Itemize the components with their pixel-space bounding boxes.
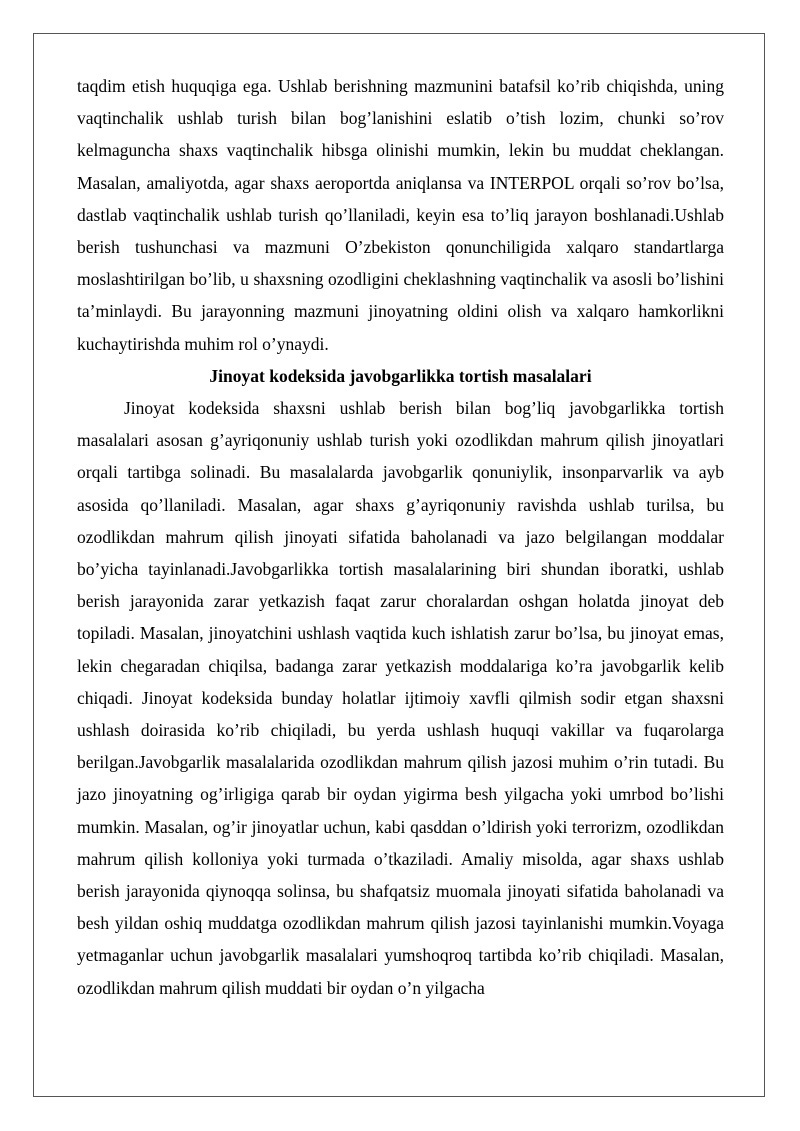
document-body — [77, 70, 724, 1004]
body-paragraph: taqdim etish huquqiga ega. Ushlab berishning mazmunini batafsil ko’rib chiqishda, uning vaqtinchalik ushlab turish bilan bog’lanishini eslatib o’tish lozim, chunki so’rov kelmaguncha shaxs vaqtinchalik hibsga olinishi mumkin, lekin bu muddat cheklangan. Masalan, amaliyotda, agar shaxs aeroportda aniqlansa va INTERPOL orqali so’rov bo’lsa, dastlab vaqtinchalik ushlab turish qo’llaniladi, keyin esa to’liq jarayon boshlanadi.Ushlab berish tushunchasi va mazmuni O’zbekiston qonunchiligida xalqaro standartlarga moslashtirilgan bo’lib, u shaxsning ozodligini cheklashning vaqtinchalik va asosli bo’lishini ta’minlaydi. Bu jarayonning mazmuni jinoyatning oldini olish va xalqaro hamkorlikni kuchaytirishda muhim rol o’ynaydi. — [77, 76, 724, 354]
body-paragraph: Jinoyat kodeksida shaxsni ushlab berish bilan bog’liq javobgarlikka tortish masalalari asosan g’ayriqonuniy ushlab turish yoki ozodlikdan mahrum qilish jinoyatlari orqali tartibga solinadi. Bu masalalarda javobgarlik qonuniylik, insonparvarlik va ayb asosida qo’llaniladi. Masalan, agar shaxs g’ayriqonuniy ravishda ushlab turilsa, bu ozodlikdan mahrum qilish jinoyati sifatida baholanadi va jazo belgilangan moddalar bo’yicha tayinlanadi.Javobgarlikka tortish masalalarining biri shundan iboratki, ushlab berish jarayonida zarar yetkazish faqat zarur choralardan oshgan holatda jinoyat deb topiladi. Masalan, jinoyatchini ushlash vaqtida kuch ishlatish zarur bo’lsa, bu jinoyat emas, lekin chegaradan chiqilsa, badanga zarar yetkazish moddalariga ko’ra javobgarlik kelib chiqadi. Jinoyat kodeksida bunday holatlar ijtimoiy xavfli qilmish sodir etgan shaxsni ushlash doirasida ko’rib chiqiladi, bu yerda ushlash huquqi vakillar va fuqarolarga berilgan.Javobgarlik masalalarida ozodlikdan mahrum qilish jazosi muhim o’rin tutadi. Bu jazo jinoyatning og’irligiga qarab bir oydan yigirma besh yilgacha yoki umrbod bo’lishi mumkin. Masalan, og’ir jinoyatlar uchun, kabi qasddan o’ldirish yoki terrorizm, ozodlikdan mahrum qilish kolloniya yoki turmada o’tkaziladi. Amaliy misolda, agar shaxs ushlab berish jarayonida qiynoqqa solinsa, bu shafqatsiz muomala jinoyati sifatida baholanadi va besh yildan oshiq muddatga ozodlikdan mahrum qilish jazosi tayinlanishi mumkin.Voyaga yetmaganlar uchun javobgarlik masalalari yumshoqroq tartibda ko’rib chiqiladi. Masalan, ozodlikdan mahrum qilish muddati bir oydan o’n yilgacha — [77, 398, 724, 998]
section-heading: Jinoyat kodeksida javobgarlikka tortish masalalari — [209, 365, 592, 386]
